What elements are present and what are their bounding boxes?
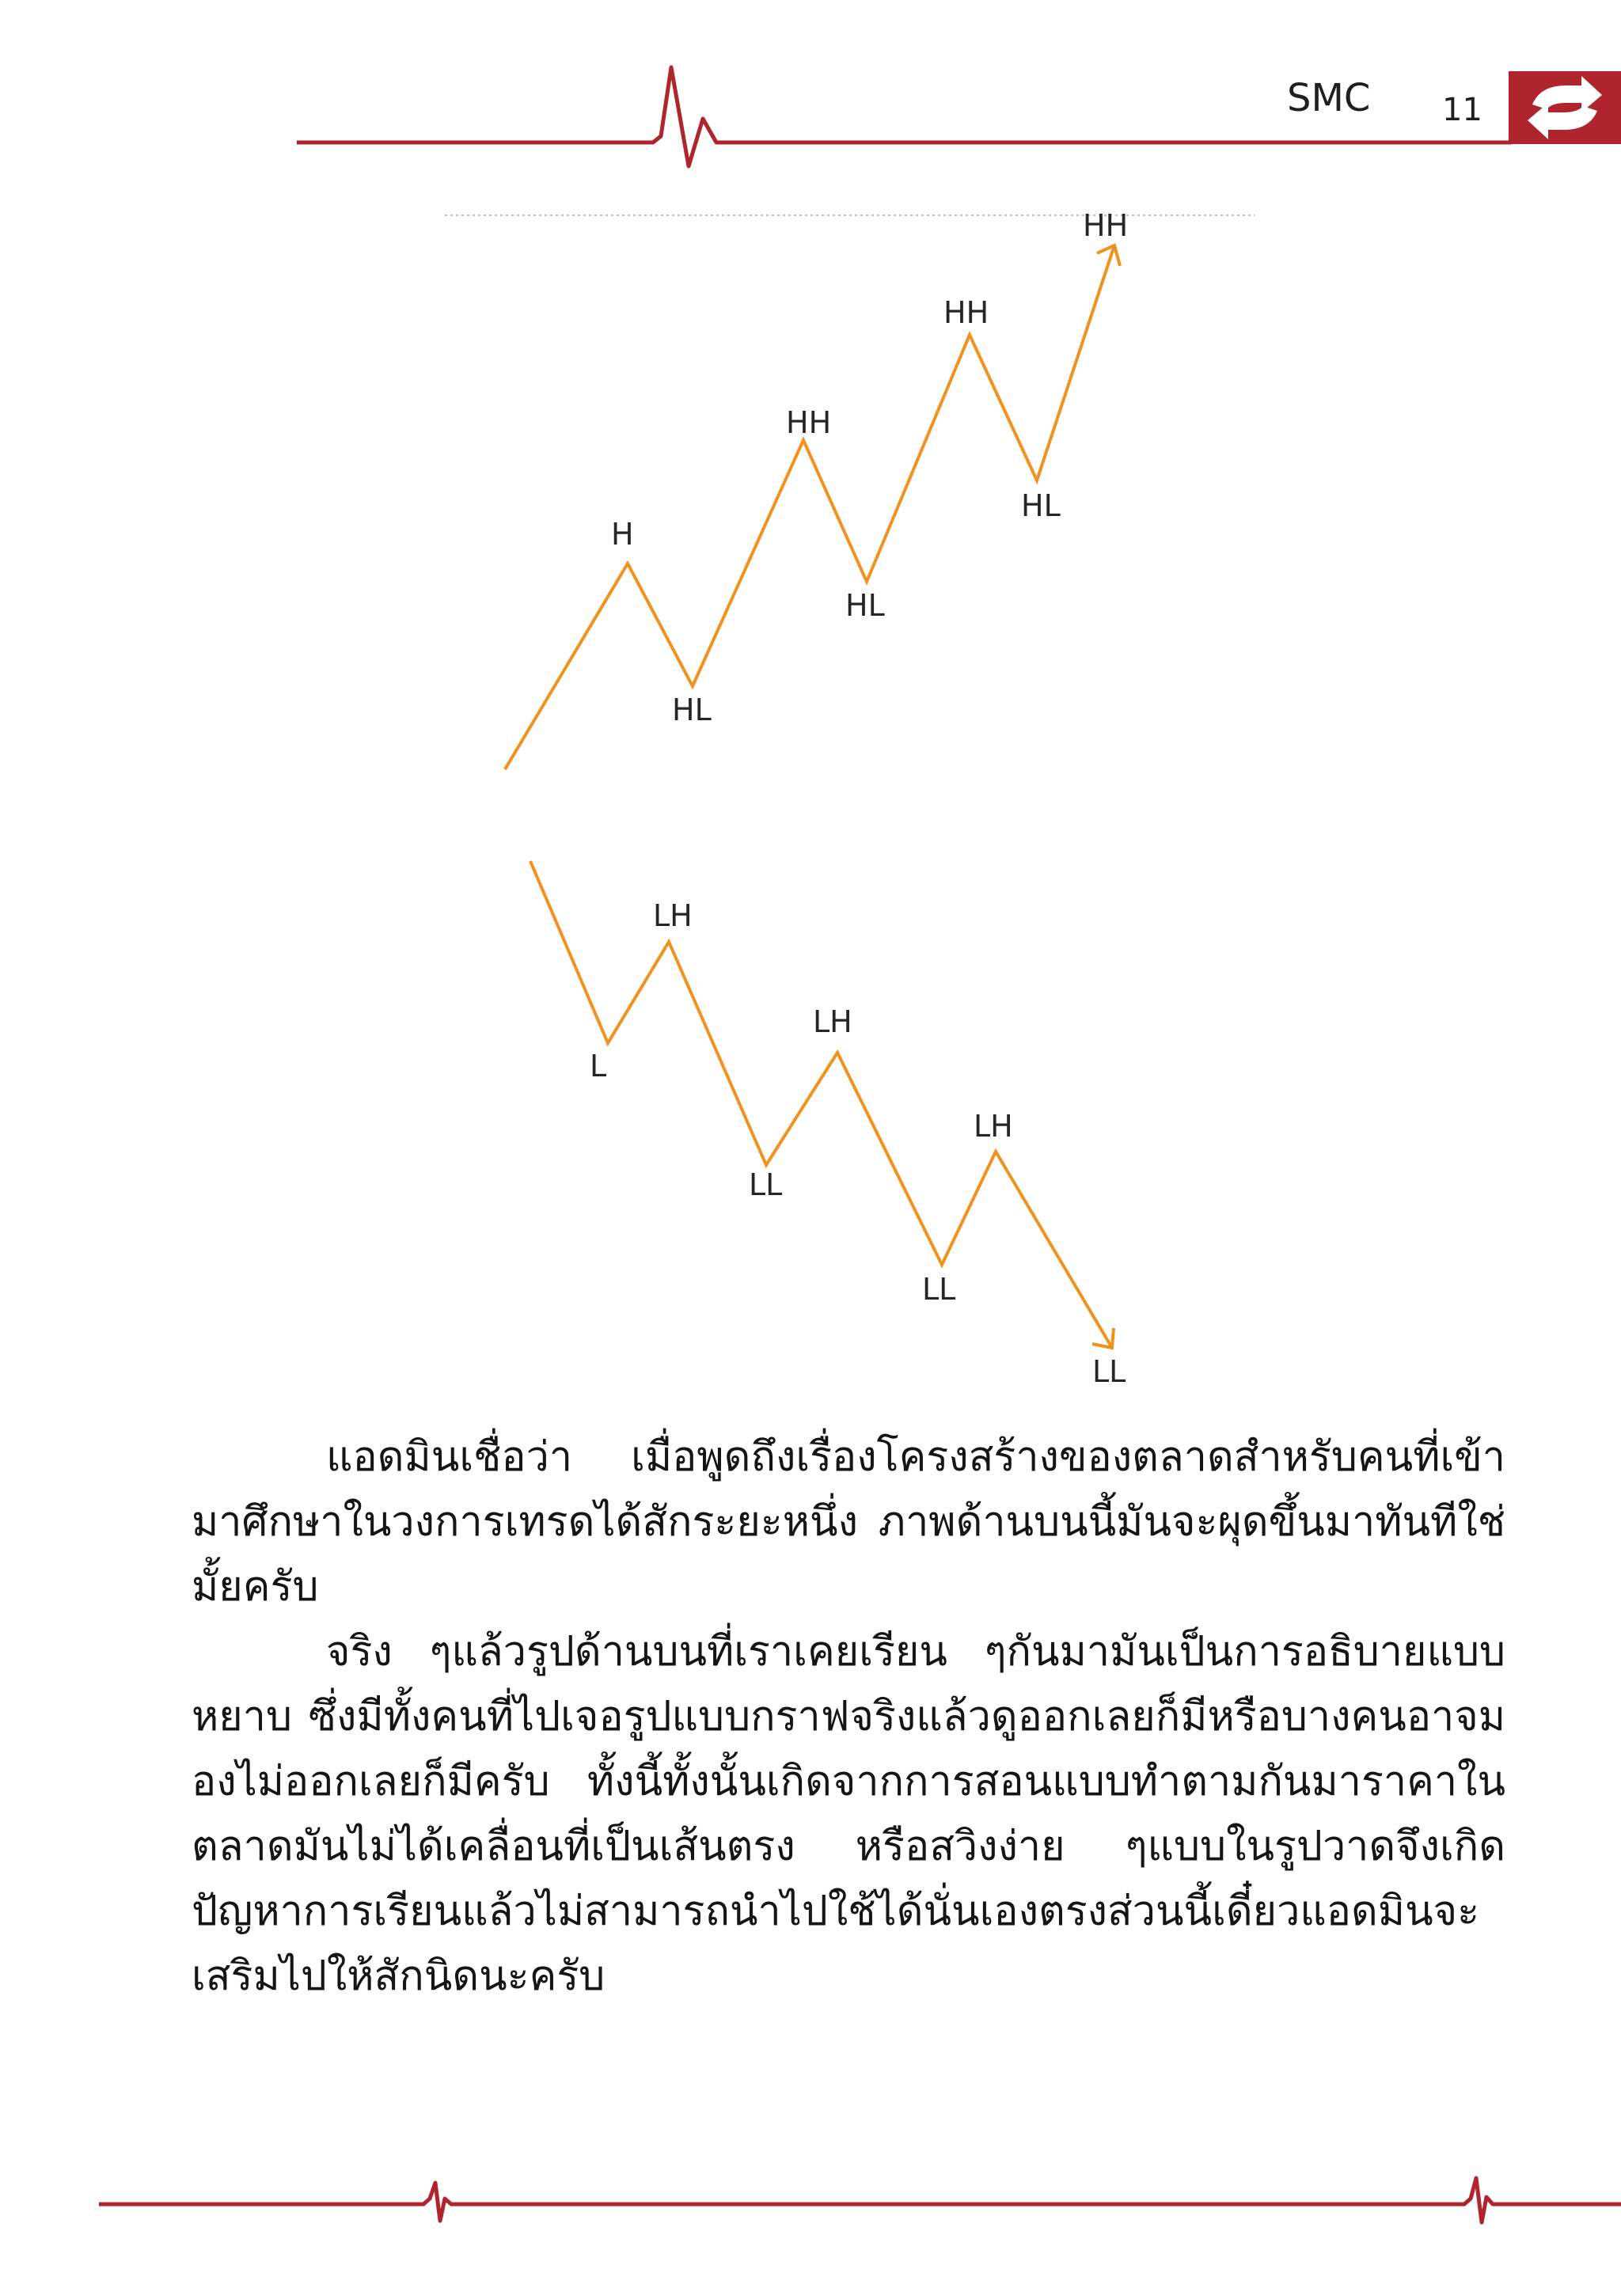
uptrend-label: HH xyxy=(943,295,989,330)
header-title: SMC xyxy=(1287,76,1371,120)
uptrend-label: HL xyxy=(672,693,712,727)
paragraph-text: จริง ๆแล้วรูปด้านบนที่เราเคยเรียน ๆกันมามันเป็นการอธิบายแบบหยาบ ซึ่งมีทั้งคนที่ไปเจอรูปแบบกราฟจริงแล้วดูออกเลยก็มีหรือบางคนอาจมองไม่ออกเลยก็มีครับ ทั้งนี้ทั้งนั้นเกิดจากการสอนแบบทำตามกันมาราคาในตลาดมันไม่ได้เคลื่อนที่เป็นเส้นตรง หรือสวิงง่าย ๆแบบในรูปวาดจึงเกิดปัญหาการเรียนแล้วไม่สามารถนำไปใช้ได้นั่นเองตรงส่วนนี้เดี๋ยวแอดมินจะเสริมไปให้สักนิดนะครับ xyxy=(192,1628,1505,2000)
paragraph xyxy=(192,1425,1505,1619)
uptrend-label: H xyxy=(611,517,634,552)
body-text xyxy=(192,1425,1505,2009)
page-number: 11 xyxy=(1442,92,1482,128)
uptrend-label: HH xyxy=(1083,208,1129,243)
downtrend-label: LH xyxy=(653,898,693,933)
uptrend-label: HL xyxy=(845,588,885,623)
paragraph-text: แอดมินเชื่อว่า เมื่อพูดถึงเรื่องโครงสร้างของตลาดสำหรับคนที่เข้ามาศึกษาในวงการเทรดได้สักระยะหนึ่ง ภาพด้านบนนี้มันจะผุดขึ้นมาทันทีใช่มั้ยครับ xyxy=(192,1433,1505,1611)
downtrend-line xyxy=(530,861,1112,1348)
uptrend-label: HH xyxy=(786,405,832,440)
footer-heartbeat-line xyxy=(0,2137,1621,2248)
downtrend-label: LL xyxy=(922,1272,956,1307)
downtrend-label: L xyxy=(590,1049,607,1083)
downtrend-label: LH xyxy=(813,1004,852,1039)
uptrend-label: HL xyxy=(1021,488,1061,523)
downtrend-label: LL xyxy=(749,1167,783,1202)
downtrend-label: LH xyxy=(974,1109,1013,1144)
downtrend-label: LL xyxy=(1092,1354,1126,1389)
paragraph xyxy=(192,1619,1505,2009)
